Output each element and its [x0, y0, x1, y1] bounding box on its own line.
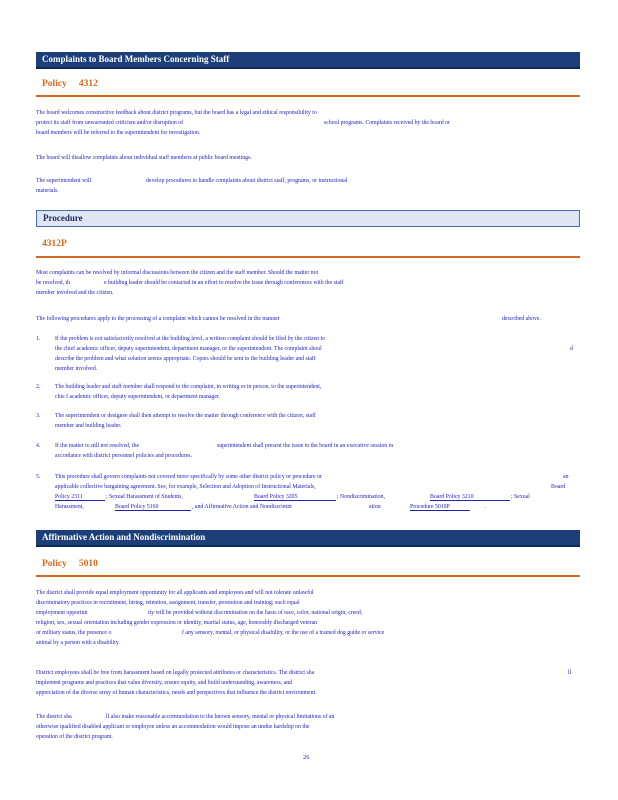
- body-text: discriminatory practices in recruitment, hiring, retention, assignment, transfer, promotion and training; such equal: [36, 600, 300, 606]
- policy-heading: Policy 5010: [42, 559, 98, 569]
- list-item-text: The building leader and staff member shall respond to the complaint, in writing or in person, to the superintendent,: [55, 384, 322, 390]
- list-item-text: d: [570, 346, 573, 352]
- list-number: 3.: [36, 413, 41, 419]
- list-item-text: ; Sexual Harassment of Students,: [106, 494, 183, 500]
- body-text: develop procedures to handle complaints about district staff, programs, or instructional: [146, 178, 348, 184]
- body-text: The superintendent will: [36, 178, 92, 184]
- list-item-text: Board: [551, 484, 566, 490]
- policy-heading: Policy 4312: [42, 79, 98, 89]
- body-text: District employees shall be free from harassment based on legally protected attributes or characteristics. The district sha: [36, 670, 315, 676]
- body-text: The following procedures apply to the processing of a complaint which cannot be resolved in the manner: [36, 316, 280, 322]
- list-item-text: describe the problem and what solution seems appropriate. Copies should be sent to the building leader and staff: [55, 356, 316, 362]
- policy-link[interactable]: Board Policy 3210: [430, 494, 510, 501]
- body-text: implement programs and practices that value diversity, ensure equity, and build understanding, awareness, and: [36, 680, 293, 686]
- list-item-text: Harassment,: [55, 504, 84, 510]
- list-item-text: applicable collective bargaining agreement. See, for example, Selection and Adoption of Instructional Materials,: [55, 484, 316, 490]
- body-text: f any sensory, mental, or physical disability, or the use of a trained dog guide or service: [182, 630, 385, 636]
- body-text: The board welcomes constructive feedback about district programs, but the board has a legal and ethical responsibility to: [36, 110, 317, 116]
- list-item-text: ation: [369, 504, 381, 510]
- body-text: religion, sex, sexual orientation including gender expression or identity, marital status, age, honorably discharged veteran: [36, 620, 318, 626]
- section-title: Affirmative Action and Nondiscrimination: [42, 532, 206, 542]
- list-item-text: This procedure shall govern complaints not covered more specifically by some other district policy or procedure or: [55, 474, 322, 480]
- body-text: ll: [568, 670, 572, 676]
- body-text: school programs. Complaints received by the board or: [324, 120, 450, 126]
- policy-link[interactable]: Procedure 5010P: [410, 504, 470, 511]
- procedure-number: 4312P: [42, 239, 67, 249]
- list-item-text: [430, 494, 510, 501]
- section-header-affirmative-action: [36, 530, 580, 547]
- list-item-text: If the problem is not satisfactorily resolved at the building level, a written complaint should be filed by the citizen to: [55, 336, 325, 342]
- list-number: 1.: [36, 336, 41, 342]
- body-text: The district shall provide equal employment opportunity for all applicants and employees and will not tolerate unlawful: [36, 590, 314, 596]
- body-text: operation of the district program.: [36, 734, 113, 740]
- list-item-text: an: [563, 474, 569, 480]
- policy-link[interactable]: Policy 2311: [55, 494, 105, 501]
- body-text: described above.: [502, 316, 541, 322]
- section-title: Complaints to Board Members Concerning Staff: [42, 54, 230, 64]
- policy-link[interactable]: Board Policy 3205: [254, 494, 336, 501]
- body-text: appreciation of the diverse array of human characteristics, needs and perspectives that influence the district environment.: [36, 690, 317, 696]
- list-item-text: accordance with district personnel policies and procedures.: [55, 453, 192, 459]
- list-item-text: [55, 494, 105, 501]
- body-text: employment opportun: [36, 610, 88, 616]
- page-number: 26: [303, 754, 310, 761]
- list-item-text: the chief academic officer, deputy superintendent, department manager, or the superintendent. The complaint shoul: [55, 346, 322, 352]
- list-item-text: [410, 504, 470, 511]
- heading-rule: [36, 256, 580, 258]
- policy-number: 5010: [78, 559, 98, 569]
- list-item-text: , and Affirmative Action and Nondiscrimin: [192, 504, 292, 510]
- body-text: The district sha: [36, 714, 72, 720]
- body-text: animal by a person with a disability.: [36, 640, 120, 646]
- section-header-procedure: [36, 210, 580, 227]
- list-item-text: [115, 504, 191, 511]
- list-item-text: ; Nondiscrimination,: [337, 494, 385, 500]
- list-item-text: ; Sexual: [511, 494, 530, 500]
- body-text: or military status, the presence o: [36, 630, 112, 636]
- list-item-text: .: [485, 504, 487, 510]
- body-text: be resolved, th: [36, 280, 70, 286]
- list-item-text: [254, 494, 336, 501]
- list-number: 4.: [36, 443, 41, 449]
- body-text: materials.: [36, 188, 59, 194]
- section-title: Procedure: [43, 213, 83, 223]
- list-number: 5.: [36, 474, 41, 480]
- list-item-text: If the matter is still not resolved, the: [55, 443, 140, 449]
- list-item-text: The superintendent or designee shall then attempt to resolve the matter through conference with the citizen, staff: [55, 413, 316, 419]
- list-item-text: chie f academic officer, deputy superintendent, or department manager.: [55, 394, 220, 400]
- body-text: board members will be referred to the superintendent for investigation.: [36, 130, 201, 136]
- body-text: The board will disallow complaints about individual staff members at public board meetings.: [36, 155, 252, 161]
- body-text: member involved and the citizen.: [36, 290, 114, 296]
- body-text: otherwise qualified disabled applicant or employee unless an accommodation would impose an undue hardship on the: [36, 724, 310, 730]
- list-item-text: member and building leader.: [55, 423, 122, 429]
- body-text: ll also make reasonable accommodation to the known sensory, mental or physical limitations of an: [106, 714, 335, 720]
- body-text: e building leader should be contacted in an effort to resolve the issue through conferences with the staff: [104, 280, 344, 286]
- body-text: protect its staff from unwarranted criticism and/or disruption of: [36, 120, 184, 126]
- body-text: ity will be provided without discrimination on the basis of race, color, national origin, creed,: [148, 610, 363, 616]
- section-header-complaints: [36, 52, 580, 69]
- heading-rule: [36, 575, 580, 577]
- heading-rule: [36, 95, 580, 97]
- body-text: Most complaints can be resolved by informal discussions between the citizen and the staff member. Should the matter not: [36, 270, 319, 276]
- policy-number: 4312: [78, 79, 98, 89]
- list-item-text: superintendent shall present the issue to the board in an executive session in: [217, 443, 394, 449]
- list-number: 2.: [36, 384, 41, 390]
- policy-link[interactable]: Board Policy 5160: [115, 504, 191, 511]
- list-item-text: member involved.: [55, 366, 98, 372]
